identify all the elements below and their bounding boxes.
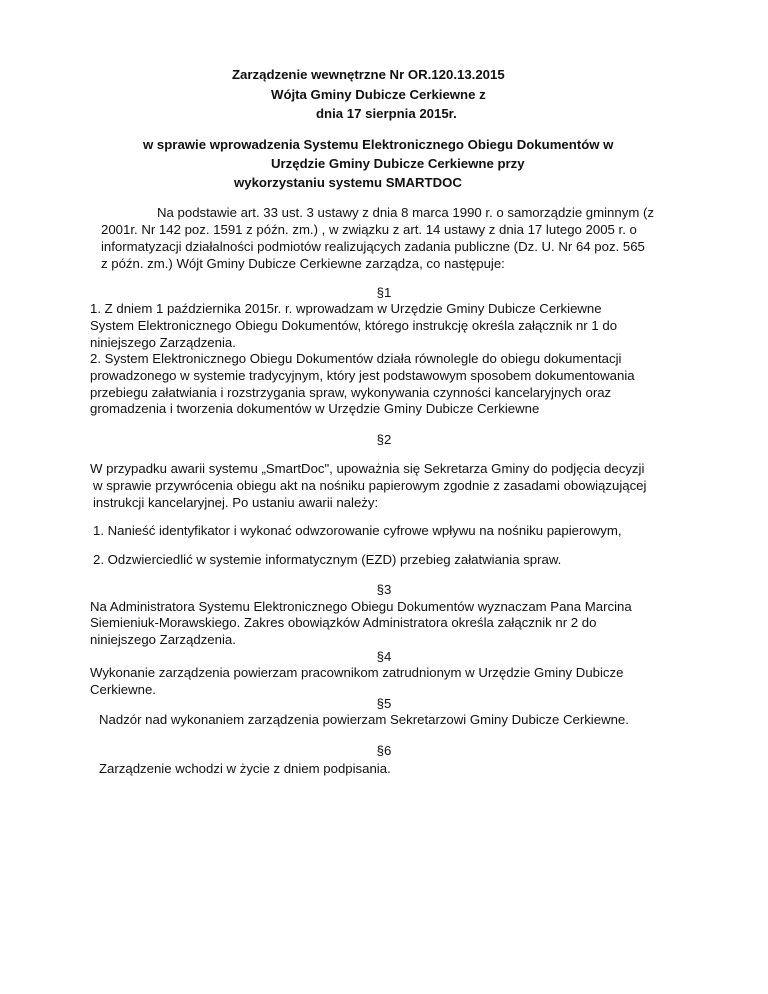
section-2-line-3: instrukcji kancelaryjnej. Po ustaniu awarii należy:	[93, 495, 379, 510]
section-5-line-1: Nadzór nad wykonaniem zarządzenia powierzam Sekretarzowi Gminy Dubicze Cerkiewne.	[99, 712, 629, 727]
preamble-line-3: informatyzacji działalności podmiotów realizujących zadania publiczne (Dz. U. Nr 64 poz. 565	[101, 239, 645, 254]
section-3-mark: §3	[376, 582, 392, 597]
preamble-line-2: 2001r. Nr 142 poz. 1591 z późn. zm.) , w związku z art. 14 ustawy z dnia 17 lutego 2005 r. o	[101, 222, 637, 237]
preamble-line-4: z późn. zm.) Wójt Gminy Dubicze Cerkiewne zarządza, co następuje:	[101, 256, 505, 271]
section-3-line-2: Siemieniuk-Morawskiego. Zakres obowiązków Administratora określa załącznik nr 2 do	[90, 615, 597, 630]
section-1-point-1-line-1: 1. Z dniem 1 października 2015r. r. wprowadzam w Urzędzie Gminy Dubicze Cerkiewne	[90, 301, 602, 316]
section-1-point-2-line-4: gromadzenia i tworzenia dokumentów w Urzędzie Gminy Dubicze Cerkiewne	[90, 401, 540, 416]
document-title: Zarządzenie wewnętrzne Nr OR.120.13.2015	[232, 67, 505, 82]
section-6-line-1: Zarządzenie wchodzi w życie z dniem podpisania.	[99, 761, 391, 776]
section-2-line-2: w sprawie przywrócenia obiegu akt na nośniku papierowym zgodnie z zasadami obowiązującej	[93, 478, 647, 493]
section-1-point-1-line-2: System Elektronicznego Obiegu Dokumentów, którego instrukcję określa załącznik nr 1 do	[90, 318, 618, 333]
subject-line-2: Urzędzie Gminy Dubicze Cerkiewne przy	[271, 156, 525, 171]
subject-line-3: wykorzystaniu systemu SMARTDOC	[234, 175, 462, 190]
document-date: dnia 17 sierpnia 2015r.	[316, 106, 457, 121]
section-4-mark: §4	[376, 649, 392, 664]
section-3-line-3: niniejszego Zarządzenia.	[90, 632, 236, 647]
section-1-point-2-line-1: 2. System Elektronicznego Obiegu Dokumentów działa równolegle do obiegu dokumentacji	[90, 351, 622, 366]
document-issuer: Wójta Gminy Dubicze Cerkiewne z	[271, 87, 486, 102]
section-4-line-1: Wykonanie zarządzenia powierzam pracownikom zatrudnionym w Urzędzie Gminy Dubicze	[90, 665, 624, 680]
section-4-line-2: Cerkiewne.	[90, 682, 156, 697]
section-2-mark: §2	[376, 432, 392, 447]
section-1-point-2-line-2: prowadzonego w systemie tradycyjnym, który jest podstawowym sposobem dokumentowania	[90, 368, 635, 383]
section-1-point-1-line-3: niniejszego Zarządzenia.	[90, 335, 236, 350]
section-1-point-2-line-3: przebiegu załatwiania i rozstrzygania spraw, wykonywania czynności kancelaryjnych oraz	[90, 385, 612, 400]
section-3-line-1: Na Administratora Systemu Elektronicznego Obiegu Dokumentów wyznaczam Pana Marcina	[90, 599, 632, 614]
section-2-item-2: 2. Odzwierciedlić w systemie informatycznym (EZD) przebieg załatwiania spraw.	[93, 552, 562, 567]
section-1-mark: §1	[376, 285, 392, 300]
subject-line-1: w sprawie wprowadzenia Systemu Elektronicznego Obiegu Dokumentów w	[143, 137, 614, 152]
preamble-line-1: Na podstawie art. 33 ust. 3 ustawy z dnia 8 marca 1990 r. o samorządzie gminnym (z	[157, 205, 654, 220]
section-6-mark: §6	[376, 743, 392, 758]
section-2-line-1: W przypadku awarii systemu „SmartDoc", upoważnia się Sekretarza Gminy do podjęcia decyzji	[90, 461, 645, 476]
section-5-mark: §5	[376, 696, 392, 711]
section-2-item-1: 1. Nanieść identyfikator i wykonać odwzorowanie cyfrowe wpływu na nośniku papierowym,	[93, 523, 622, 538]
